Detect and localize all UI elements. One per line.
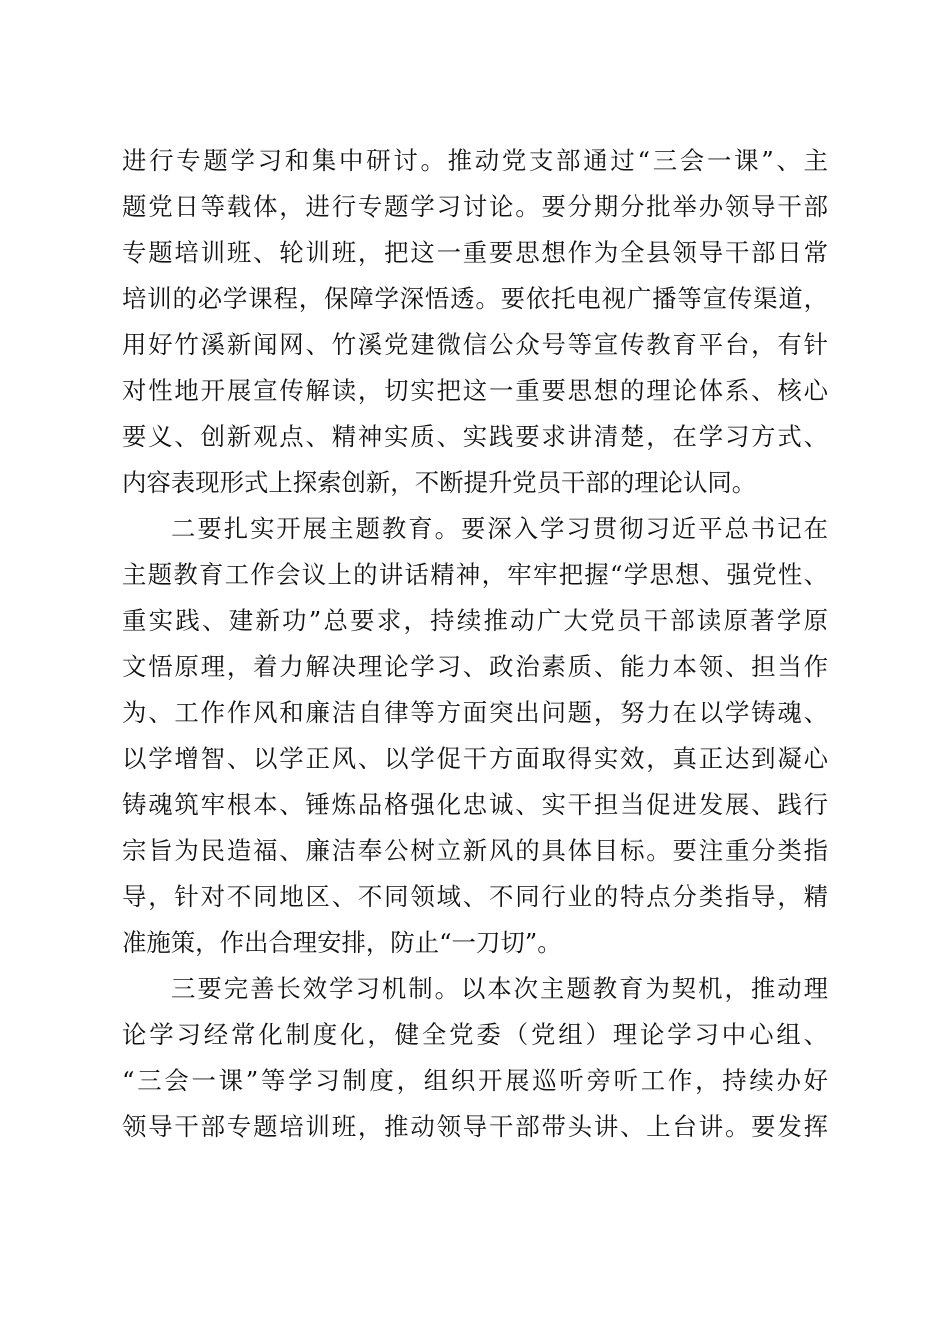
body-text-line: “三会一课”等学习制度，组织开展巡听旁听工作，持续办好	[122, 1066, 828, 1095]
body-text-line: 对性地开展宣传解读，切实把这一重要思想的理论体系、核心	[122, 376, 828, 405]
body-text-line: 专题培训班、轮训班，把这一重要思想作为全县领导干部日常	[122, 238, 828, 267]
body-text-line: 要义、创新观点、精神实质、实践要求讲清楚，在学习方式、	[122, 422, 828, 451]
body-text-line: 题党日等载体，进行专题学习讨论。要分期分批举办领导干部	[122, 192, 828, 221]
paragraph-first-line: 三要完善长效学习机制。以本次主题教育为契机，推动理	[171, 974, 828, 1003]
body-text-line: 以学增智、以学正风、以学促干方面取得实效，真正达到凝心	[122, 744, 828, 773]
body-text-line: 宗旨为民造福、廉洁奉公树立新风的具体目标。要注重分类指	[122, 836, 828, 865]
paragraph-first-line: 二要扎实开展主题教育。要深入学习贯彻习近平总书记在	[171, 514, 828, 543]
body-text-line: 领导干部专题培训班，推动领导干部带头讲、上台讲。要发挥	[122, 1112, 828, 1141]
body-text-line: 用好竹溪新闻网、竹溪党建微信公众号等宣传教育平台，有针	[122, 330, 828, 359]
body-text-line: 重实践、建新功”总要求，持续推动广大党员干部读原著学原	[122, 606, 828, 635]
body-text-line: 文悟原理，着力解决理论学习、政治素质、能力本领、担当作	[122, 652, 828, 681]
body-text-line: 准施策，作出合理安排，防止“一刀切”。	[122, 928, 562, 957]
body-text-line: 论学习经常化制度化，健全党委（党组）理论学习中心组、	[122, 1020, 828, 1049]
body-text-line: 内容表现形式上探索创新，不断提升党员干部的理论认同。	[122, 468, 757, 497]
body-text-line: 导，针对不同地区、不同领域、不同行业的特点分类指导，精	[122, 882, 828, 911]
body-text-line: 铸魂筑牢根本、锤炼品格强化忠诚、实干担当促进发展、践行	[122, 790, 828, 819]
body-text-line: 培训的必学课程，保障学深悟透。要依托电视广播等宣传渠道，	[122, 284, 828, 313]
body-text-line: 进行专题学习和集中研讨。推动党支部通过“三会一课”、主	[122, 146, 828, 175]
body-text-line: 为、工作作风和廉洁自律等方面突出问题，努力在以学铸魂、	[122, 698, 828, 727]
body-text-line: 主题教育工作会议上的讲话精神，牢牢把握“学思想、强党性、	[122, 560, 828, 589]
